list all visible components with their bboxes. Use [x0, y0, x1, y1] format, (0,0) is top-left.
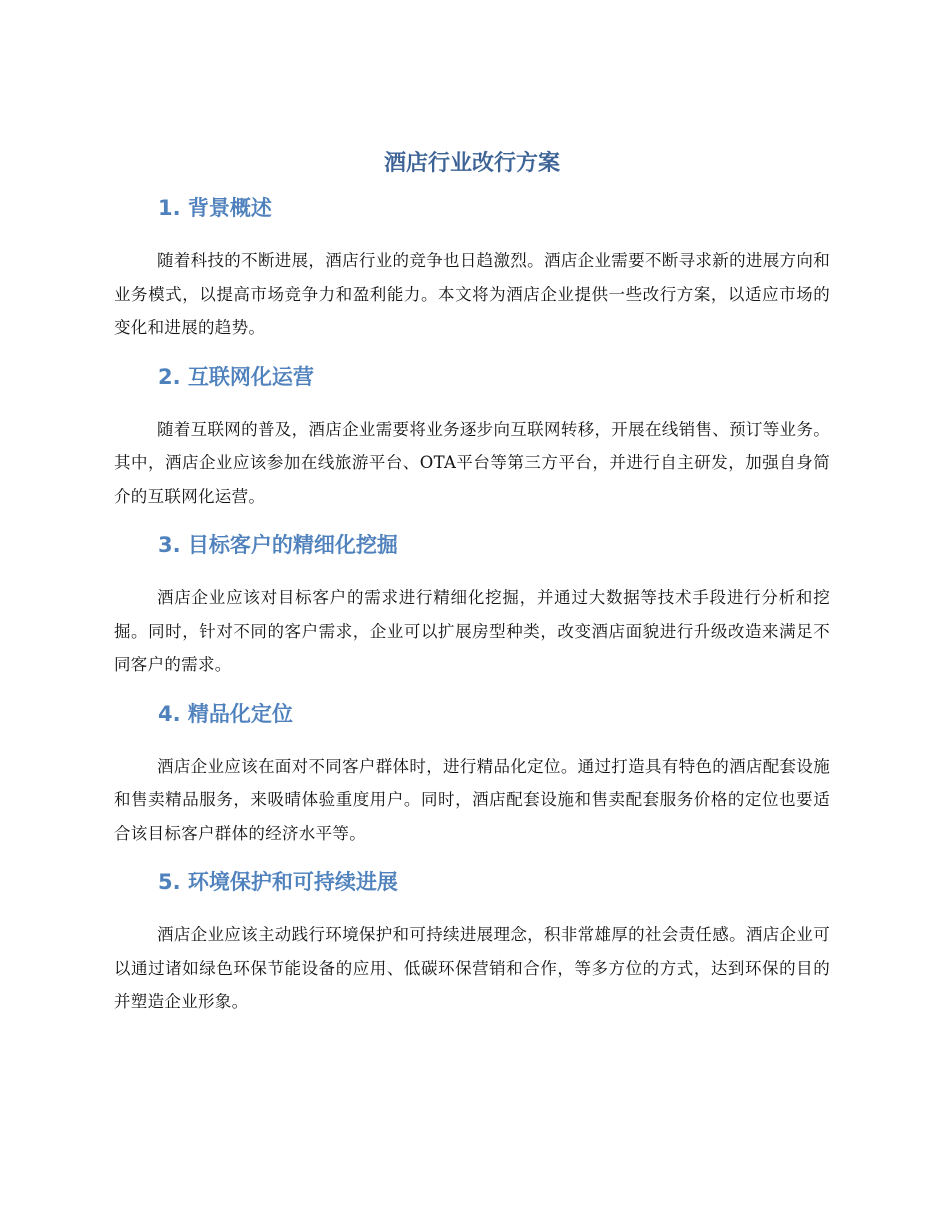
document-title: 酒店行业改行方案: [383, 151, 560, 176]
section-heading: 4. 精品化定位: [158, 701, 293, 726]
section-paragraph: 酒店企业应该在面对不同客户群体时，进行精品化定位。通过打造具有特色的酒店配套设施和售卖精品服务，来吸晴体验重度用户。同时，酒店配套设施和售卖配套服务价格的定位也要适合该目标客户群体的经济水平等。: [114, 756, 830, 843]
section-paragraph: 随着科技的不断进展，酒店行业的竞争也日趋激烈。酒店企业需要不断寻求新的进展方向和业务模式，以提高市场竞争力和盈利能力。本文将为酒店企业提供一些改行方案，以适应市场的变化和进展的趋势。: [114, 251, 830, 337]
section-heading: 1. 背景概述: [158, 196, 272, 220]
section-boutique-positioning: [114, 698, 830, 851]
section-paragraph: 酒店企业应该主动践行环境保护和可持续进展理念，积非常雄厚的社会责任感。酒店企业可以通过诸如绿色环保节能设备的应用、低碳环保营销和合作，等多方位的方式，达到环保的目的并塑造企业形象。: [114, 925, 830, 1011]
section-target-customers: [114, 529, 830, 682]
section-environment-sustainability: [114, 866, 830, 1019]
section-heading: 3. 目标客户的精细化挖掘: [158, 533, 398, 557]
section-heading: 2. 互联网化运营: [158, 364, 314, 389]
section-background: [114, 192, 830, 345]
section-heading: 5. 环境保护和可持续进展: [158, 870, 398, 894]
section-internet-operation: [114, 361, 830, 514]
section-paragraph: 酒店企业应该对目标客户的需求进行精细化挖掘，并通过大数据等技术手段进行分析和挖掘。同时，针对不同的客户需求，企业可以扩展房型种类，改变酒店面貌进行升级改造来满足不同客户的需求。: [114, 588, 830, 674]
section-paragraph: 随着互联网的普及，酒店企业需要将业务逐步向互联网转移，开展在线销售、预订等业务。其中，酒店企业应该参加在线旅游平台、OTA平台等第三方平台，并进行自主研发，加强自身简介的互联网化运营。: [114, 419, 830, 506]
